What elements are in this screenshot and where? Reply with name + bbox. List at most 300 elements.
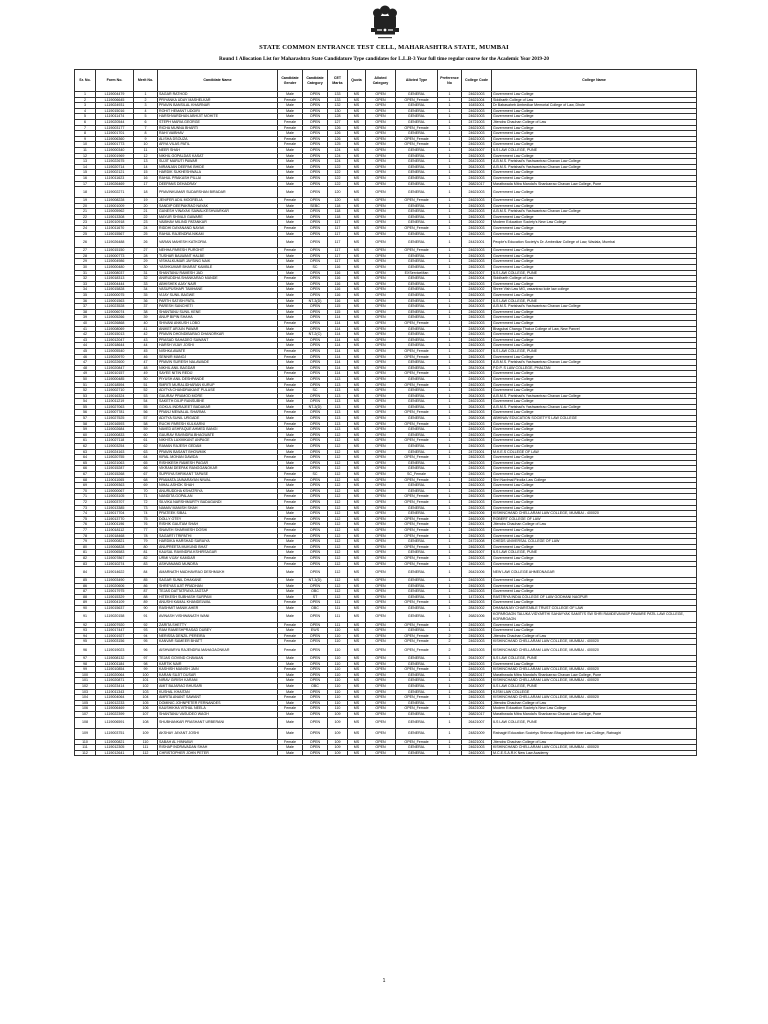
alloted-type-cell: GENERAL [396, 483, 438, 489]
cet-marks-cell: 111 [328, 622, 348, 628]
cet-marks-cell: 115 [328, 309, 348, 315]
alloted-category-cell: OPEN [366, 181, 396, 187]
alloted-type-cell: OPEN_Female [396, 410, 438, 416]
form-no-cell: L119002121 [96, 170, 134, 176]
form-no-cell: L119005962 [96, 209, 134, 215]
candidate-name-cell: SAKETH DILIP RANSUBHE [158, 399, 278, 405]
category-cell: OPEN [303, 136, 328, 142]
category-cell: OPEN [303, 348, 328, 354]
category-cell: SC [303, 388, 328, 394]
category-cell: NT-3(D) [303, 578, 328, 584]
cet-marks-cell: 112 [328, 444, 348, 450]
cet-marks-cell: 112 [328, 594, 348, 600]
college-code-cell: 24621003 [462, 689, 492, 695]
alloted-type-cell: OPEN_Female [396, 421, 438, 427]
merit-no-cell: 68 [134, 477, 158, 483]
college-code-cell: 24621003 [462, 388, 492, 394]
gender-cell: Female [278, 706, 303, 712]
college-name-cell: ILS LAW COLLEGE, PUNE [492, 270, 697, 276]
alloted-category-cell: OPEN [366, 550, 396, 556]
candidate-name-cell: GAURAV RAVINDRA BHAGWATE [158, 432, 278, 438]
alloted-category-cell: OPEN [366, 298, 396, 304]
quota-cell: MS [348, 483, 366, 489]
form-no-cell: L119001969 [96, 153, 134, 159]
category-cell: OPEN [303, 175, 328, 181]
quota-cell: MS [348, 114, 366, 120]
cet-marks-cell: 118 [328, 209, 348, 215]
sr-no-cell: 92 [75, 622, 96, 628]
college-code-cell: 24621003 [462, 343, 492, 349]
form-no-cell: L119004109 [96, 600, 134, 606]
cet-marks-cell: 114 [328, 337, 348, 343]
cet-marks-cell: 128 [328, 114, 348, 120]
quota-cell: MS [348, 248, 366, 254]
preference-no-cell: 1 [438, 326, 462, 332]
alloted-type-cell: GENERAL [396, 164, 438, 170]
alloted-type-cell: GENERAL [396, 539, 438, 545]
preference-no-cell: 1 [438, 661, 462, 667]
college-name-cell: Government Law College [492, 505, 697, 511]
cet-marks-cell: 112 [328, 466, 348, 472]
merit-no-cell: 31 [134, 270, 158, 276]
candidate-name-cell: TEJAS GOVIND CHAVAAN [158, 656, 278, 662]
preference-no-cell: 1 [438, 226, 462, 232]
table-row [75, 717, 697, 728]
alloted-category-cell: OPEN [366, 220, 396, 226]
alloted-type-cell: GENERAL [396, 108, 438, 114]
category-cell: OPEN [303, 639, 328, 645]
college-name-cell: A.B.M.S. Parishad's Yashwantrao Chavan Law College [492, 393, 697, 399]
sr-no-cell: 96 [75, 645, 96, 656]
cet-marks-cell: 112 [328, 550, 348, 556]
merit-no-cell: 106 [134, 706, 158, 712]
cet-marks-cell: 112 [328, 527, 348, 533]
candidate-name-cell: NIHAL ASHOK SHAH [158, 483, 278, 489]
alloted-type-cell: OPEN_Female [396, 633, 438, 639]
college-name-cell: Modern Education Society's New Law College [492, 220, 697, 226]
alloted-category-cell: OPEN [366, 237, 396, 248]
sr-no-cell: 71 [75, 494, 96, 500]
merit-no-cell: 88 [134, 594, 158, 600]
alloted-category-cell: OPEN [366, 667, 396, 673]
category-cell: SEBC [303, 203, 328, 209]
preference-no-cell: 1 [438, 527, 462, 533]
quota-cell: MS [348, 348, 366, 354]
alloted-type-cell: OPEN_Female [396, 494, 438, 500]
preference-no-cell: 1 [438, 477, 462, 483]
form-no-cell: L119000067 [96, 488, 134, 494]
form-no-cell: L119022675 [96, 159, 134, 165]
college-code-cell: 24621003 [462, 170, 492, 176]
sr-no-cell: 80 [75, 544, 96, 550]
candidate-name-cell: MAYUR SHIVAJI GAWARE [158, 214, 278, 220]
quota-cell: MS [348, 700, 366, 706]
category-cell: OPEN [303, 309, 328, 315]
gender-cell: Female [278, 119, 303, 125]
category-cell: OPEN [303, 438, 328, 444]
alloted-type-cell: GENERAL [396, 103, 438, 109]
form-no-cell: L119020871 [96, 678, 134, 684]
alloted-type-cell: GENERAL [396, 567, 438, 578]
quota-cell: MS [348, 393, 366, 399]
quota-cell: MS [348, 745, 366, 751]
gender-cell: Male [278, 483, 303, 489]
college-name-cell: Government Law College [492, 92, 697, 98]
category-cell: OPEN [303, 499, 328, 505]
sr-no-cell: 102 [75, 684, 96, 690]
preference-no-cell: 1 [438, 198, 462, 204]
preference-no-cell: 1 [438, 393, 462, 399]
gender-cell: Male [278, 281, 303, 287]
alloted-type-cell: OPEN_Female [396, 555, 438, 561]
cet-marks-cell: 116 [328, 287, 348, 293]
gender-cell: Male [278, 505, 303, 511]
cet-marks-cell: 125 [328, 142, 348, 148]
alloted-category-cell: OPEN [366, 639, 396, 645]
college-code-cell: 24621003 [462, 265, 492, 271]
college-code-cell: 26421002 [462, 706, 492, 712]
preference-no-cell: 1 [438, 187, 462, 198]
sr-no-cell: 13 [75, 159, 96, 165]
alloted-category-cell: OPEN [366, 209, 396, 215]
gender-cell: Female [278, 276, 303, 282]
table-row [75, 567, 697, 578]
alloted-category-cell: OPEN [366, 97, 396, 103]
cet-marks-cell: 118 [328, 203, 348, 209]
gender-cell: Male [278, 550, 303, 556]
quota-cell: MS [348, 382, 366, 388]
preference-no-cell: 1 [438, 114, 462, 120]
preference-no-cell: 1 [438, 561, 462, 567]
cet-marks-cell: 112 [328, 499, 348, 505]
table-row [75, 645, 697, 656]
form-no-cell: L119026868 [96, 320, 134, 326]
alloted-category-cell: OPEN [366, 393, 396, 399]
merit-no-cell: 7 [134, 125, 158, 131]
college-name-cell: M.K.E.S COLLEGE OF LAW [492, 449, 697, 455]
form-no-cell: L119001927 [96, 633, 134, 639]
gender-cell: Male [278, 427, 303, 433]
sr-no-cell: 12 [75, 153, 96, 159]
alloted-category-cell: OPEN [366, 159, 396, 165]
candidate-name-cell: SABAH AL HINNAWI [158, 739, 278, 745]
category-cell: OPEN [303, 516, 328, 522]
quota-cell: MS [348, 432, 366, 438]
category-cell: OBC [303, 606, 328, 612]
gender-cell: Male [278, 131, 303, 137]
alloted-type-cell: GENERAL [396, 159, 438, 165]
gender-cell: Male [278, 147, 303, 153]
preference-no-cell: 1 [438, 472, 462, 478]
form-no-cell: L119004479 [96, 92, 134, 98]
gender-cell: Male [278, 376, 303, 382]
college-name-cell: Government Law College [492, 170, 697, 176]
college-name-cell: Government Law College [492, 628, 697, 634]
college-name-cell: Government Law College [492, 399, 697, 405]
alloted-category-cell: OPEN [366, 399, 396, 405]
quota-cell: MS [348, 728, 366, 739]
form-no-cell: L119011219 [96, 399, 134, 405]
sr-no-cell: 95 [75, 639, 96, 645]
merit-no-cell: 3 [134, 103, 158, 109]
college-name-cell: KISHINCHAND CHELLARAM LAW COLLEGE, MUMBAI - 400020 [492, 745, 697, 751]
category-cell: OPEN [303, 427, 328, 433]
gender-cell: Male [278, 108, 303, 114]
merit-no-cell: 34 [134, 287, 158, 293]
form-no-cell: L119010274 [96, 561, 134, 567]
college-name-cell: Government Law College [492, 337, 697, 343]
candidate-name-cell: PRAVIN DHONDIBARAO DHANORKAR [158, 332, 278, 338]
cet-marks-cell: 117 [328, 231, 348, 237]
college-code-cell: 24621003 [462, 427, 492, 433]
category-cell: OPEN [303, 488, 328, 494]
alloted-category-cell: OPEN [366, 505, 396, 511]
preference-no-cell: 1 [438, 371, 462, 377]
category-cell: OPEN [303, 695, 328, 701]
alloted-type-cell: OPEN_Female [396, 198, 438, 204]
college-name-cell: Government Law College [492, 483, 697, 489]
college-code-cell: 26421007 [462, 684, 492, 690]
gender-cell: Male [278, 672, 303, 678]
merit-no-cell: 103 [134, 689, 158, 695]
category-cell: OPEN [303, 337, 328, 343]
gender-cell: Male [278, 315, 303, 321]
college-name-cell: Government Law College [492, 533, 697, 539]
category-cell: OPEN [303, 561, 328, 567]
candidate-name-cell: KASHISH MANISH JAIN [158, 667, 278, 673]
gender-cell: Male [278, 170, 303, 176]
preference-no-cell: 1 [438, 494, 462, 500]
candidate-name-cell: AMIT BAJARAO BHUSARI [158, 684, 278, 690]
candidate-name-cell: YASHKUMAR BHARAT KAMBLE [158, 265, 278, 271]
college-name-cell: Government Law College [492, 494, 697, 500]
merit-no-cell: 37 [134, 304, 158, 310]
college-code-cell: 16451001 [462, 103, 492, 109]
candidate-name-cell: RISHIK GAUTAM SHAH [158, 522, 278, 528]
college-name-cell: KISHINCHAND CHELLARAM LAW COLLEGE, MUMBAI - 400020 [492, 639, 697, 645]
preference-no-cell: 1 [438, 382, 462, 388]
form-no-cell: L119023414 [96, 684, 134, 690]
alloted-category-cell: OPEN [366, 739, 396, 745]
college-code-cell: 24621003 [462, 198, 492, 204]
alloted-category-cell: OPEN [366, 103, 396, 109]
alloted-type-cell: GENERAL [396, 550, 438, 556]
preference-no-cell: 1 [438, 287, 462, 293]
alloted-type-cell: GENERAL [396, 153, 438, 159]
college-name-cell: KISHINCHAND CHELLARAM LAW COLLEGE, MUMBAI - 400020 [492, 511, 697, 517]
category-cell: OPEN [303, 159, 328, 165]
gender-cell: Male [278, 259, 303, 265]
preference-no-cell: 1 [438, 438, 462, 444]
quota-cell: MS [348, 276, 366, 282]
college-name-cell: ILS LAW COLLEGE, PUNE [492, 684, 697, 690]
cet-marks-cell: 113 [328, 404, 348, 410]
merit-no-cell: 83 [134, 561, 158, 567]
college-code-cell: 24821002 [462, 287, 492, 293]
preference-no-cell: 1 [438, 315, 462, 321]
gender-cell: Male [278, 393, 303, 399]
category-cell: NT-3(D) [303, 404, 328, 410]
category-cell: OPEN [303, 432, 328, 438]
merit-no-cell: 85 [134, 578, 158, 584]
category-cell: OPEN [303, 410, 328, 416]
alloted-category-cell: OPEN [366, 460, 396, 466]
merit-no-cell: 61 [134, 438, 158, 444]
preference-no-cell: 1 [438, 505, 462, 511]
gender-cell: Female [278, 348, 303, 354]
college-code-cell: 24621003 [462, 678, 492, 684]
table-row [75, 237, 697, 248]
quota-cell: MS [348, 136, 366, 142]
category-cell: OPEN [303, 181, 328, 187]
cet-marks-cell: 112 [328, 449, 348, 455]
sr-no-cell: 40 [75, 320, 96, 326]
cet-marks-cell: 110 [328, 645, 348, 656]
form-no-cell: L119000340 [96, 147, 134, 153]
college-name-cell: KISHINCHAND CHELLARAM LAW COLLEGE, MUMBAI - 400020 [492, 695, 697, 701]
cet-marks-cell: 109 [328, 739, 348, 745]
sr-no-cell: 21 [75, 209, 96, 215]
candidate-name-cell: ANUSHI KAMAL KHANDELWAL [158, 600, 278, 606]
college-name-cell: Government Law College [492, 281, 697, 287]
cet-marks-cell: 126 [328, 131, 348, 137]
sr-no-cell: 37 [75, 304, 96, 310]
sr-no-cell: 91 [75, 611, 96, 622]
category-cell: OPEN [303, 281, 328, 287]
college-name-cell: Government Law College [492, 589, 697, 595]
merit-no-cell: 2 [134, 97, 158, 103]
college-code-cell: 24621004 [462, 97, 492, 103]
gender-cell: Female [278, 522, 303, 528]
quota-cell: MS [348, 332, 366, 338]
college-name-cell: Shri Navlmal Firodia Law College [492, 477, 697, 483]
alloted-type-cell: OPEN_Female [396, 561, 438, 567]
college-name-cell: DHANANJAY CHARITABLE TRUST COLLEGE OF LAW [492, 606, 697, 612]
candidate-name-cell: RISHAP INDRAVADAN SHAH [158, 745, 278, 751]
college-name-cell: Government Law College [492, 309, 697, 315]
alloted-type-cell: GENERAL [396, 181, 438, 187]
sr-no-cell: 70 [75, 488, 96, 494]
candidate-name-cell: ANUPREETA MUKUND BHAT [158, 544, 278, 550]
alloted-type-cell: GENERAL [396, 287, 438, 293]
gender-cell: Male [278, 432, 303, 438]
merit-no-cell: 30 [134, 265, 158, 271]
candidate-name-cell: NIRAV GIRISH KARANI [158, 678, 278, 684]
cet-marks-cell: 109 [328, 711, 348, 717]
college-name-cell: Government Law College [492, 153, 697, 159]
merit-no-cell: 54 [134, 399, 158, 405]
merit-no-cell: 97 [134, 656, 158, 662]
quota-cell: MS [348, 455, 366, 461]
cet-marks-cell: 130 [328, 108, 348, 114]
merit-no-cell: 84 [134, 567, 158, 578]
gender-cell: Male [278, 399, 303, 405]
gender-cell: Male [278, 656, 303, 662]
candidate-name-cell: RAMAN RAJESH GEDAM [158, 444, 278, 450]
alloted-category-cell: OPEN [366, 175, 396, 181]
merit-no-cell: 75 [134, 516, 158, 522]
sr-no-cell: 64 [75, 455, 96, 461]
quota-cell: MS [348, 578, 366, 584]
preference-no-cell: 1 [438, 717, 462, 728]
sr-no-cell: 23 [75, 220, 96, 226]
preference-no-cell: 1 [438, 611, 462, 622]
category-cell: OPEN [303, 728, 328, 739]
sr-no-cell: 34 [75, 287, 96, 293]
candidate-name-cell: HARDIKA HARSHAD SARAIYA [158, 539, 278, 545]
sr-no-cell: 66 [75, 466, 96, 472]
cet-marks-cell: 112 [328, 438, 348, 444]
candidate-name-cell: NIKHIL GOPALDAS KASAT [158, 153, 278, 159]
candidate-name-cell: DEEPANS DEHADRAY [158, 181, 278, 187]
alloted-category-cell: OPEN [366, 343, 396, 349]
form-no-cell: L119006828 [96, 544, 134, 550]
candidate-name-cell: ANIKET ARJUN PAWAR [158, 326, 278, 332]
sr-no-cell: 108 [75, 717, 96, 728]
gender-cell: Male [278, 750, 303, 756]
alloted-category-cell: OPEN [366, 131, 396, 137]
merit-no-cell: 112 [134, 750, 158, 756]
college-name-cell: Government Law College [492, 583, 697, 589]
form-no-cell: L119011343 [96, 689, 134, 695]
form-no-cell: L119012305 [96, 745, 134, 751]
col-header-form-no: Form No. [96, 70, 134, 92]
preference-no-cell: 1 [438, 175, 462, 181]
alloted-category-cell: OPEN [366, 259, 396, 265]
form-no-cell: L119005540 [96, 348, 134, 354]
college-name-cell: Government Law College [492, 444, 697, 450]
quota-cell: MS [348, 337, 366, 343]
category-cell: OPEN [303, 253, 328, 259]
merit-no-cell: 71 [134, 494, 158, 500]
candidate-name-cell: PRATEEK SIBAL [158, 511, 278, 517]
gender-cell: Female [278, 226, 303, 232]
candidate-name-cell: ZARITA SHETTY [158, 622, 278, 628]
preference-no-cell: 1 [438, 656, 462, 662]
sr-no-cell: 7 [75, 125, 96, 131]
quota-cell: MS [348, 265, 366, 271]
alloted-type-cell: OPEN_Female [396, 354, 438, 360]
sr-no-cell: 56 [75, 410, 96, 416]
alloted-category-cell: OPEN [366, 332, 396, 338]
candidate-name-cell: ANURUDDHA KSHATRIYA [158, 488, 278, 494]
alloted-type-cell: GENERAL [396, 689, 438, 695]
merit-no-cell: 55 [134, 404, 158, 410]
college-code-cell: 24621003 [462, 555, 492, 561]
merit-no-cell: 35 [134, 293, 158, 299]
candidate-name-cell: VASUPUSHAPI TAMHANE [158, 287, 278, 293]
sr-no-cell: 18 [75, 187, 96, 198]
alloted-type-cell: GENERAL [396, 656, 438, 662]
candidate-name-cell: ASHVANAND MUNDRA [158, 561, 278, 567]
preference-no-cell: 1 [438, 354, 462, 360]
quota-cell: MS [348, 689, 366, 695]
preference-no-cell: 1 [438, 444, 462, 450]
sr-no-cell: 59 [75, 427, 96, 433]
form-no-cell: L119015287 [96, 466, 134, 472]
category-cell: OPEN [303, 544, 328, 550]
category-cell: OPEN [303, 706, 328, 712]
alloted-type-cell: GENERAL [396, 309, 438, 315]
college-code-cell: 24621003 [462, 131, 492, 137]
college-name-cell: Government Law College [492, 460, 697, 466]
cet-marks-cell: 118 [328, 214, 348, 220]
college-code-cell: 24621003 [462, 203, 492, 209]
alloted-category-cell: OPEN [366, 606, 396, 612]
cet-marks-cell: 117 [328, 259, 348, 265]
preference-no-cell: 1 [438, 203, 462, 209]
college-name-cell: Government Law College [492, 600, 697, 606]
